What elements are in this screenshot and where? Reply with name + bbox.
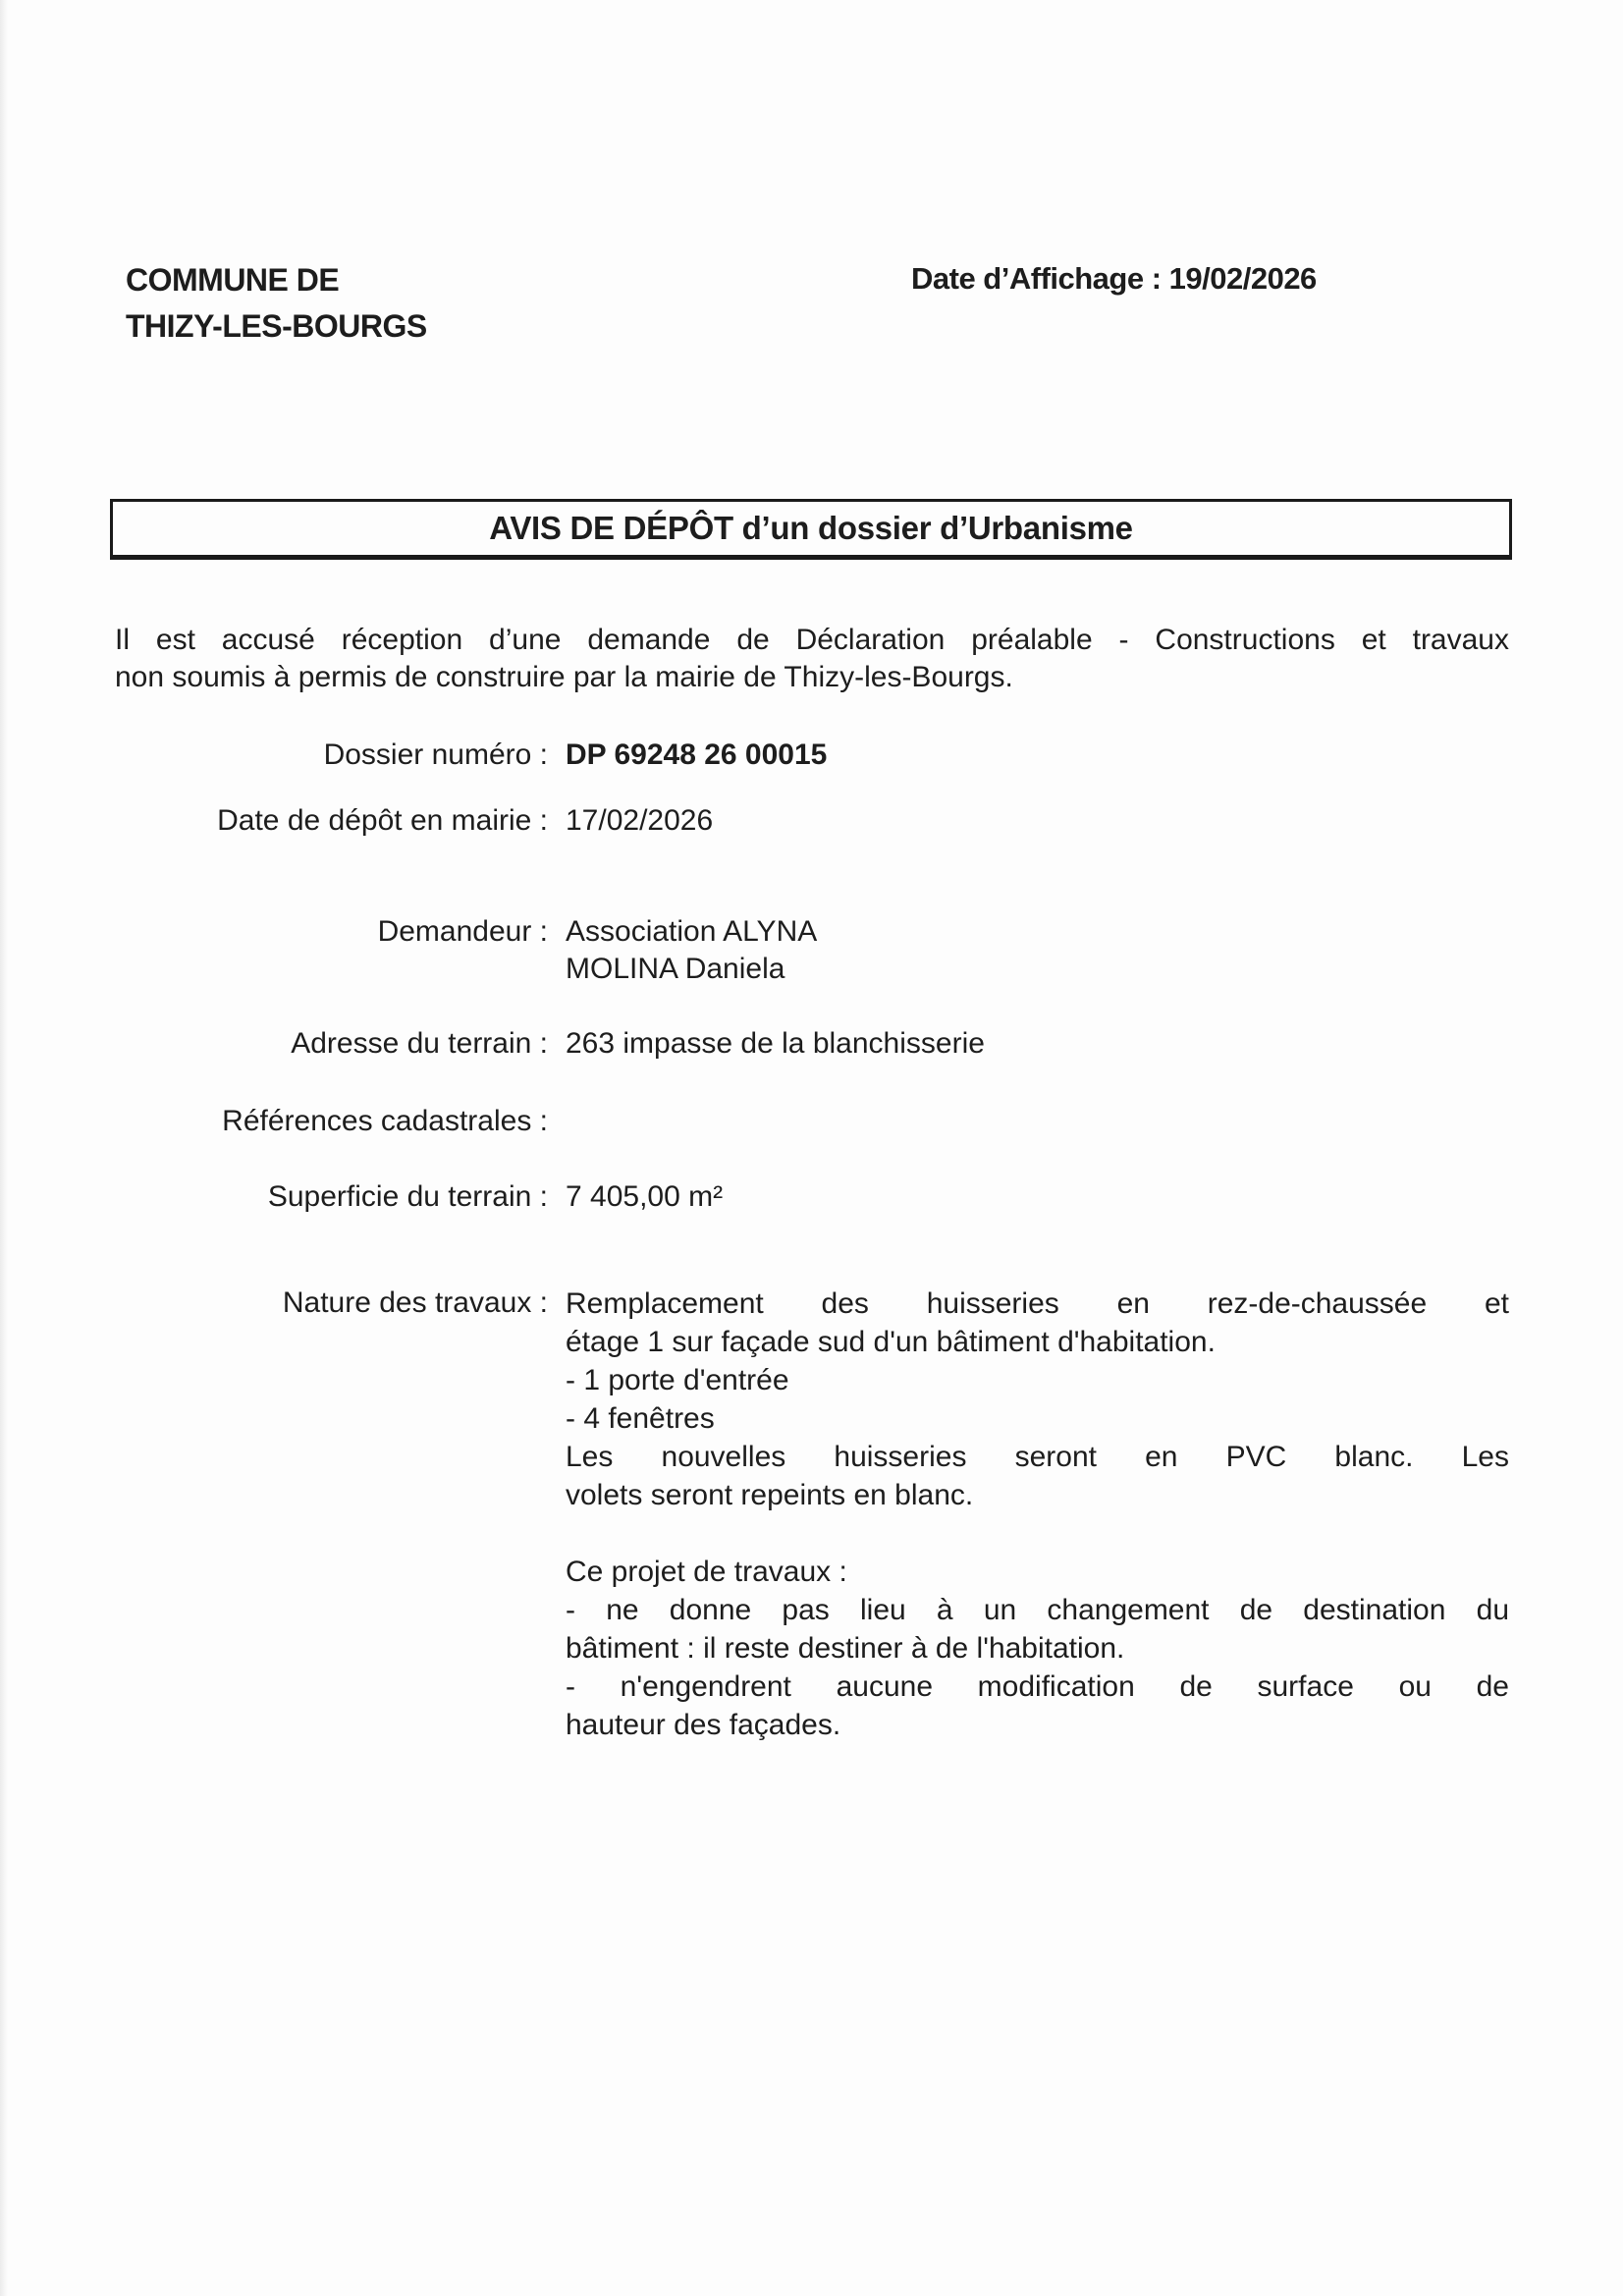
field-adresse-terrain-label: Adresse du terrain :	[291, 1027, 548, 1060]
demandeur-line-1: Association ALYNA	[566, 915, 818, 948]
field-nature-travaux-label: Nature des travaux :	[282, 1286, 548, 1319]
nature-line-7	[566, 1514, 1509, 1553]
field-date-depot-value: 17/02/2026	[566, 804, 714, 837]
nature-line-6: volets seront repeints en blanc.	[566, 1479, 974, 1511]
nature-line-1: Remplacement des huisseries en rez-de-chaussée et	[566, 1287, 1509, 1320]
nature-line-12: hauteur des façades.	[566, 1709, 841, 1741]
intro-paragraph	[115, 622, 1509, 696]
nature-line-4: - 4 fenêtres	[566, 1402, 715, 1435]
field-date-depot-label: Date de dépôt en mairie :	[217, 804, 548, 837]
field-demandeur	[115, 913, 1509, 988]
date-affichage: Date d’Affichage : 19/02/2026	[911, 261, 1317, 296]
nature-line-3: - 1 porte d'entrée	[566, 1364, 789, 1396]
scan-edge-artifact	[0, 0, 9, 2296]
field-demandeur-label: Demandeur :	[377, 915, 548, 948]
field-references-cadastrales-value	[566, 1103, 1509, 1140]
commune-header	[126, 257, 427, 350]
field-superficie-terrain	[115, 1178, 1509, 1216]
demandeur-line-2: MOLINA Daniela	[566, 953, 785, 985]
field-dossier-numero-label: Dossier numéro :	[323, 738, 548, 771]
field-superficie-terrain-value: 7 405,00 m²	[566, 1180, 724, 1213]
field-superficie-terrain-label: Superficie du terrain :	[267, 1180, 548, 1213]
nature-line-8: Ce projet de travaux :	[566, 1556, 847, 1588]
intro-line-2: non soumis à permis de construire par la mairie de Thizy-les-Bourgs.	[115, 661, 1013, 693]
field-references-cadastrales	[115, 1103, 1509, 1140]
field-dossier-numero	[115, 737, 1509, 774]
field-adresse-terrain-value: 263 impasse de la blanchisserie	[566, 1027, 985, 1060]
commune-name-line2: THIZY-LES-BOURGS	[126, 308, 427, 344]
field-dossier-numero-value: DP 69248 26 00015	[566, 738, 828, 771]
field-demandeur-value	[566, 913, 1509, 988]
field-nature-travaux	[115, 1285, 1509, 1744]
field-adresse-terrain	[115, 1025, 1509, 1063]
nature-line-5: Les nouvelles huisseries seront en PVC blanc. Les	[566, 1441, 1509, 1473]
field-references-cadastrales-label: Références cadastrales :	[222, 1105, 548, 1137]
nature-line-9: - ne donne pas lieu à un changement de destination du	[566, 1594, 1509, 1626]
nature-line-11: - n'engendrent aucune modification de surface ou de	[566, 1670, 1509, 1703]
field-date-depot	[115, 802, 1509, 840]
notice-title: AVIS DE DÉPÔT d’un dossier d’Urbanisme	[489, 510, 1133, 546]
commune-name-line1: COMMUNE DE	[126, 262, 340, 298]
notice-title-box	[110, 499, 1512, 560]
nature-line-10: bâtiment : il reste destiner à de l'habitation.	[566, 1632, 1125, 1665]
intro-line-1: Il est accusé réception d’une demande de Déclaration préalable - Constructions et travaux	[115, 624, 1509, 656]
field-nature-travaux-value	[566, 1285, 1509, 1744]
nature-line-2: étage 1 sur façade sud d'un bâtiment d'habitation.	[566, 1326, 1216, 1358]
